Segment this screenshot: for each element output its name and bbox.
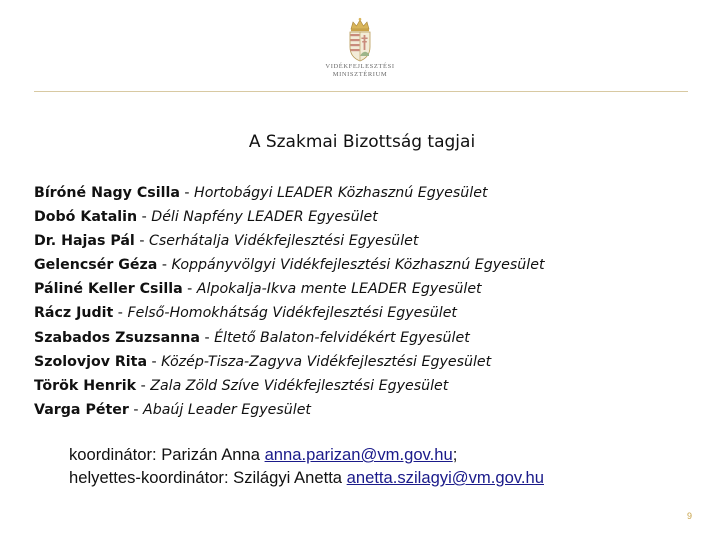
separator: - <box>182 281 197 298</box>
separator: - <box>147 353 162 370</box>
list-item <box>34 205 694 229</box>
hungarian-coat-of-arms-icon <box>343 17 377 63</box>
member-organization: Hortobágyi LEADER Közhasznú Egyesület <box>194 185 488 201</box>
list-item <box>34 301 694 325</box>
separator: - <box>157 257 172 274</box>
coordinator-email-link[interactable]: anna.parizan@vm.gov.hu <box>264 445 453 464</box>
deputy-coordinator-line <box>69 466 709 489</box>
member-organization: Zala Zöld Szíve Vidékfejlesztési Egyesület <box>150 377 449 394</box>
ministry-header <box>0 0 720 92</box>
separator: - <box>128 401 144 418</box>
separator: - <box>179 185 195 201</box>
member-name: Dobó Katalin <box>34 209 138 226</box>
coordinator-contacts <box>69 443 709 489</box>
list-item <box>34 374 694 398</box>
member-organization: Felső-Homokhátság Vidékfejlesztési Egyesület <box>127 305 457 322</box>
ministry-name-line2: MINISZTÉRIUM <box>332 71 388 78</box>
member-organization: Alpokalja-Ikva mente LEADER Egyesület <box>196 281 482 298</box>
committee-member-list <box>34 181 694 422</box>
member-organization: Abaúj Leader Egyesület <box>143 401 311 418</box>
separator: - <box>199 329 215 346</box>
member-name: Rácz Judit <box>34 305 114 322</box>
member-organization: Déli Napfény LEADER Egyesület <box>151 209 378 226</box>
member-name: Gelencsér Géza <box>34 257 158 274</box>
member-name: Szolovjov Rita <box>34 353 148 370</box>
separator: - <box>113 305 128 322</box>
coordinator-suffix: ; <box>452 445 458 464</box>
list-item <box>34 277 694 301</box>
deputy-coordinator-label: helyettes-koordinátor: Szilágyi Anetta <box>69 468 347 487</box>
page-number: 9 <box>686 511 692 521</box>
list-item <box>34 229 694 253</box>
member-name: Török Henrik <box>34 377 137 394</box>
list-item <box>34 253 694 277</box>
list-item <box>34 350 694 374</box>
member-name: Varga Péter <box>34 401 129 418</box>
member-organization: Cserhátalja Vidékfejlesztési Egyesület <box>148 233 419 250</box>
separator: - <box>136 377 151 394</box>
coordinator-label: koordinátor: Parizán Anna <box>69 445 265 464</box>
list-item <box>34 398 694 422</box>
ministry-name <box>0 63 720 79</box>
member-name: Szabados Zsuzsanna <box>34 329 200 346</box>
page-title: A Szakmai Bizottság tagjai <box>248 132 476 152</box>
deputy-coordinator-email-link[interactable]: anetta.szilagyi@vm.gov.hu <box>346 468 544 487</box>
ministry-name-line1: VIDÉKFEJLESZTÉSI <box>325 63 395 70</box>
member-organization: Éltető Balaton-felvidékért Egyesület <box>214 329 470 346</box>
coordinator-line <box>69 443 709 466</box>
separator: - <box>137 209 152 226</box>
member-name: Bíróné Nagy Csilla <box>34 185 180 201</box>
member-organization: Koppányvölgyi Vidékfejlesztési Közhasznú Egyesület <box>171 257 545 274</box>
member-organization: Közép-Tisza-Zagyva Vidékfejlesztési Egyesület <box>161 353 492 370</box>
list-item <box>34 181 694 205</box>
separator: - <box>134 233 149 250</box>
member-name: Dr. Hajas Pál <box>34 233 135 250</box>
member-name: Páliné Keller Csilla <box>34 281 183 298</box>
header-divider <box>34 91 688 92</box>
list-item <box>34 326 694 350</box>
